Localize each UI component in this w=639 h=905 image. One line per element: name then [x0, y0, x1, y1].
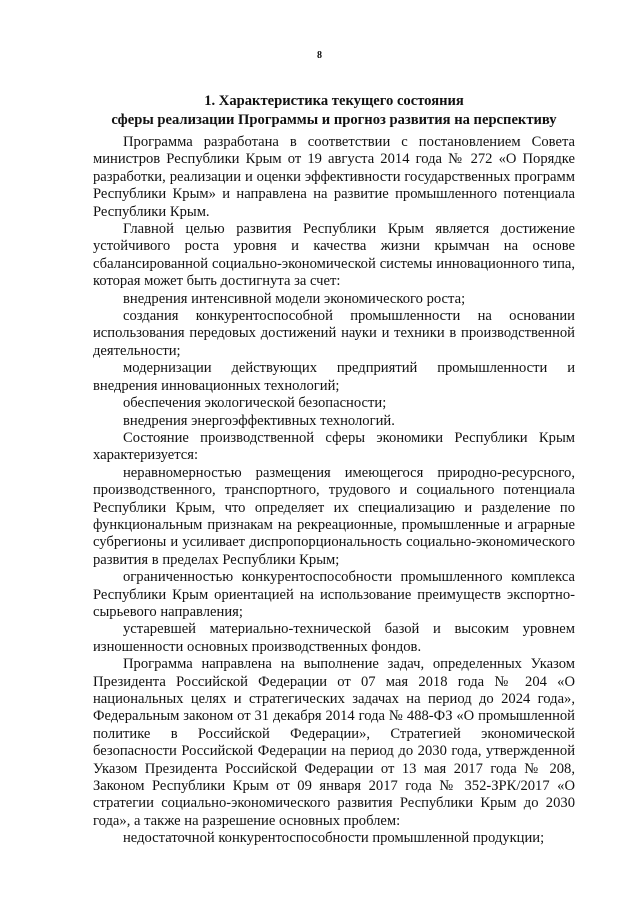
list-item: устаревшей материально-технической базой и высоким уровнем изношенности основных производственных фондов.	[93, 621, 575, 655]
list-item: неравномерностью размещения имеющегося природно-ресурсного, производственного, транспортного, трудового и социального потенциала Республики Крым, что определяет их специализацию и разделение по функциональным признакам на рекреационные, промышленные и аграрные субрегионы и усиливает диспропорциональность социально-экономического развития в пределах Республики Крым;	[93, 464, 575, 568]
list-item: модернизации действующих предприятий промышленности и внедрения инновационных технологий;	[93, 360, 575, 394]
list-item: недостаточной конкурентоспособности промышленной продукции;	[123, 830, 545, 847]
list-item: ограниченностью конкурентоспособности промышленного комплекса Республики Крым ориентацией на использование преимуществ экспортно-сырьевого направления;	[93, 569, 575, 620]
list-item: внедрения интенсивной модели экономического роста;	[123, 290, 466, 307]
paragraph: Состояние производственной сферы экономики Республики Крым характеризуется:	[93, 429, 575, 464]
list-item: обеспечения экологической безопасности;	[123, 395, 387, 412]
list-item: создания конкурентоспособной промышленности на основании использования передовых достижений науки и техники в производственной деятельности;	[93, 308, 575, 359]
section-heading-line-1: 1. Характеристика текущего состояния	[204, 93, 464, 109]
section-heading	[93, 92, 575, 130]
page-number: 8	[317, 50, 322, 61]
document-body	[93, 134, 575, 848]
paragraph: Программа разработана в соответствии с постановлением Совета министров Республики Крым от 19 августа 2014 года № 272 «О Порядке разработки, реализации и оценки эффективности государственных программ Республики Крым» и направлена на развитие промышленного потенциала Республики Крым.	[93, 134, 575, 220]
paragraph: Программа направлена на выполнение задач, определенных Указом Президента Российской Федерации от 07 мая 2018 года № 204 «О национальных целях и стратегических задачах на период до 2024 года», Федеральным законом от 31 декабря 2014 года № 488-ФЗ «О промышленной политике в Российской Федерации», Стратегией экономической безопасности Российской Федерации на период до 2030 года, утвержденной Указом Президента Российской Федерации от 13 мая 2017 года № 208, Законом Республики Крым от 09 января 2017 года № 352-ЗРК/2017 «О стратегии социально-экономического развития Республики Крым до 2030 года», а также на разрешение основных проблем:	[93, 656, 575, 829]
paragraph: Главной целью развития Республики Крым является достижение устойчивого роста уровня и качества жизни крымчан на основе сбалансированной социально-экономической системы инновационного типа, которая может быть достигнута за счет:	[93, 221, 575, 290]
section-heading-line-2: сферы реализации Программы и прогноз развития на перспективу	[111, 112, 557, 128]
list-item: внедрения энергоэффективных технологий.	[123, 412, 395, 429]
